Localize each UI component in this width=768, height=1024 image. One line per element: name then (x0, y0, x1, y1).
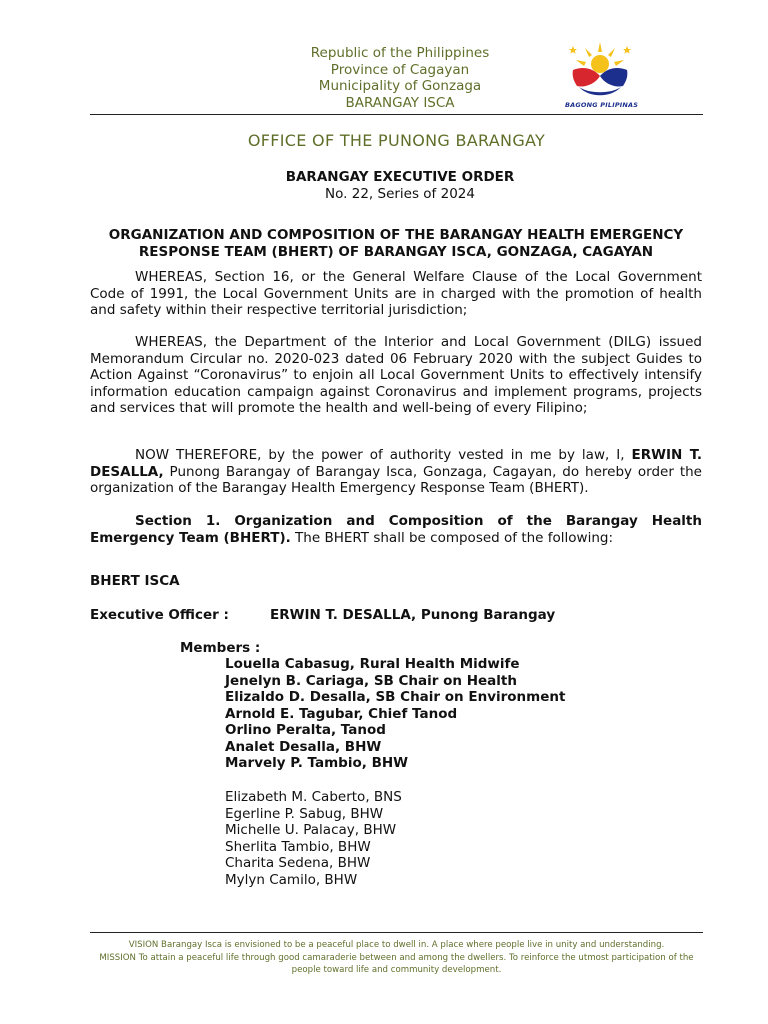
list-item: Marvely P. Tambio, BHW (225, 755, 409, 771)
list-item: Sherlita Tambio, BHW (225, 838, 371, 855)
footer (90, 939, 703, 977)
list-item: Jenelyn B. Cariaga, SB Chair on Health (225, 672, 517, 689)
logo-caption: BAGONG PILIPINAS (565, 101, 639, 109)
executive-officer-value: ERWIN T. DESALLA, Punong Barangay (270, 607, 556, 623)
members-label: Members : (180, 640, 261, 656)
members-list-primary (225, 656, 565, 772)
footer-mission: MISSION To attain a peaceful life through good camaraderie between and among the dwellers. To reinforce the utmost participation of the people toward life and community development. (99, 952, 694, 975)
letterhead-province: Province of Cagayan (330, 61, 470, 78)
bagong-pilipinas-logo (565, 40, 639, 112)
header-divider (90, 114, 703, 115)
executive-officer-label: Executive Officer : (90, 607, 229, 623)
now-therefore-rest: Punong Barangay of Barangay Isca, Gonzaga, Cagayan, do hereby order the organization of the Barangay Health Emergency Response Team (BHERT). (90, 463, 702, 496)
section-1-heading: Section 1. Organization and Composition of the Barangay Health Emergency Team (BHERT). (90, 513, 702, 546)
list-item: Mylyn Camilo, BHW (225, 871, 358, 888)
list-item: Elizaldo D. Desalla, SB Chair on Environment (225, 689, 566, 705)
list-item: Charita Sedena, BHW (225, 855, 371, 871)
list-item: Orlino Peralta, Tanod (225, 722, 386, 738)
section-1 (90, 513, 702, 546)
sun-emblem-icon (565, 40, 635, 100)
list-item: Analet Desalla, BHW (225, 738, 382, 755)
letterhead-country: Republic of the Philippines (310, 45, 490, 61)
list-item: Michelle U. Palacay, BHW (225, 822, 397, 838)
list-item: Arnold E. Tagubar, Chief Tanod (225, 705, 458, 722)
list-item: Louella Cabasug, Rural Health Midwife (225, 656, 520, 672)
team-name: BHERT ISCA (90, 573, 180, 589)
list-item: Elizabeth M. Caberto, BNS (225, 789, 402, 805)
whereas-clause-2: WHEREAS, the Department of the Interior and Local Government (DILG) issued Memorandum Circular no. 2020-023 dated 06 February 2020 with the subject Guides to Action Against “Coronavirus” to enjoin all Local Government Units to effectively intensify information education campaign against Coronavirus and implement programs, projects and services that will promote the health and well-being of every Filipino; (90, 334, 702, 416)
members-list-secondary (225, 789, 402, 888)
whereas-clause-1: WHEREAS, Section 16, or the General Welfare Clause of the Local Government Code of 1991, the Local Government Units are in charged with the promotion of health and safety within their respective territorial jurisdiction; (90, 269, 702, 318)
order-number: No. 22, Series of 2024 (325, 186, 475, 202)
footer-vision: VISION Barangay Isca is envisioned to be a peaceful place to dwell in. A place where people live in unity and understanding. (128, 940, 665, 950)
letterhead-barangay: BARANGAY ISCA (345, 94, 455, 111)
footer-divider (90, 932, 703, 933)
letterhead-municipality: Municipality of Gonzaga (318, 78, 482, 94)
letterhead (250, 45, 550, 111)
punong-barangay-name: ERWIN T. DESALLA, (90, 447, 702, 480)
office-title: OFFICE OF THE PUNONG BARANGAY (247, 131, 546, 150)
order-subject: ORGANIZATION AND COMPOSITION OF THE BARANGAY HEALTH EMERGENCY RESPONSE TEAM (BHERT) OF BARANGAY ISCA, GONZAGA, CAGAYAN (108, 227, 684, 260)
now-therefore-lead: NOW THEREFORE, by the power of authority vested in me by law, I, (135, 447, 632, 463)
section-1-text: The BHERT shall be composed of the following: (290, 529, 614, 546)
now-therefore-clause (90, 447, 702, 497)
order-title: BARANGAY EXECUTIVE ORDER (285, 169, 515, 185)
list-item: Egerline P. Sabug, BHW (225, 805, 384, 822)
